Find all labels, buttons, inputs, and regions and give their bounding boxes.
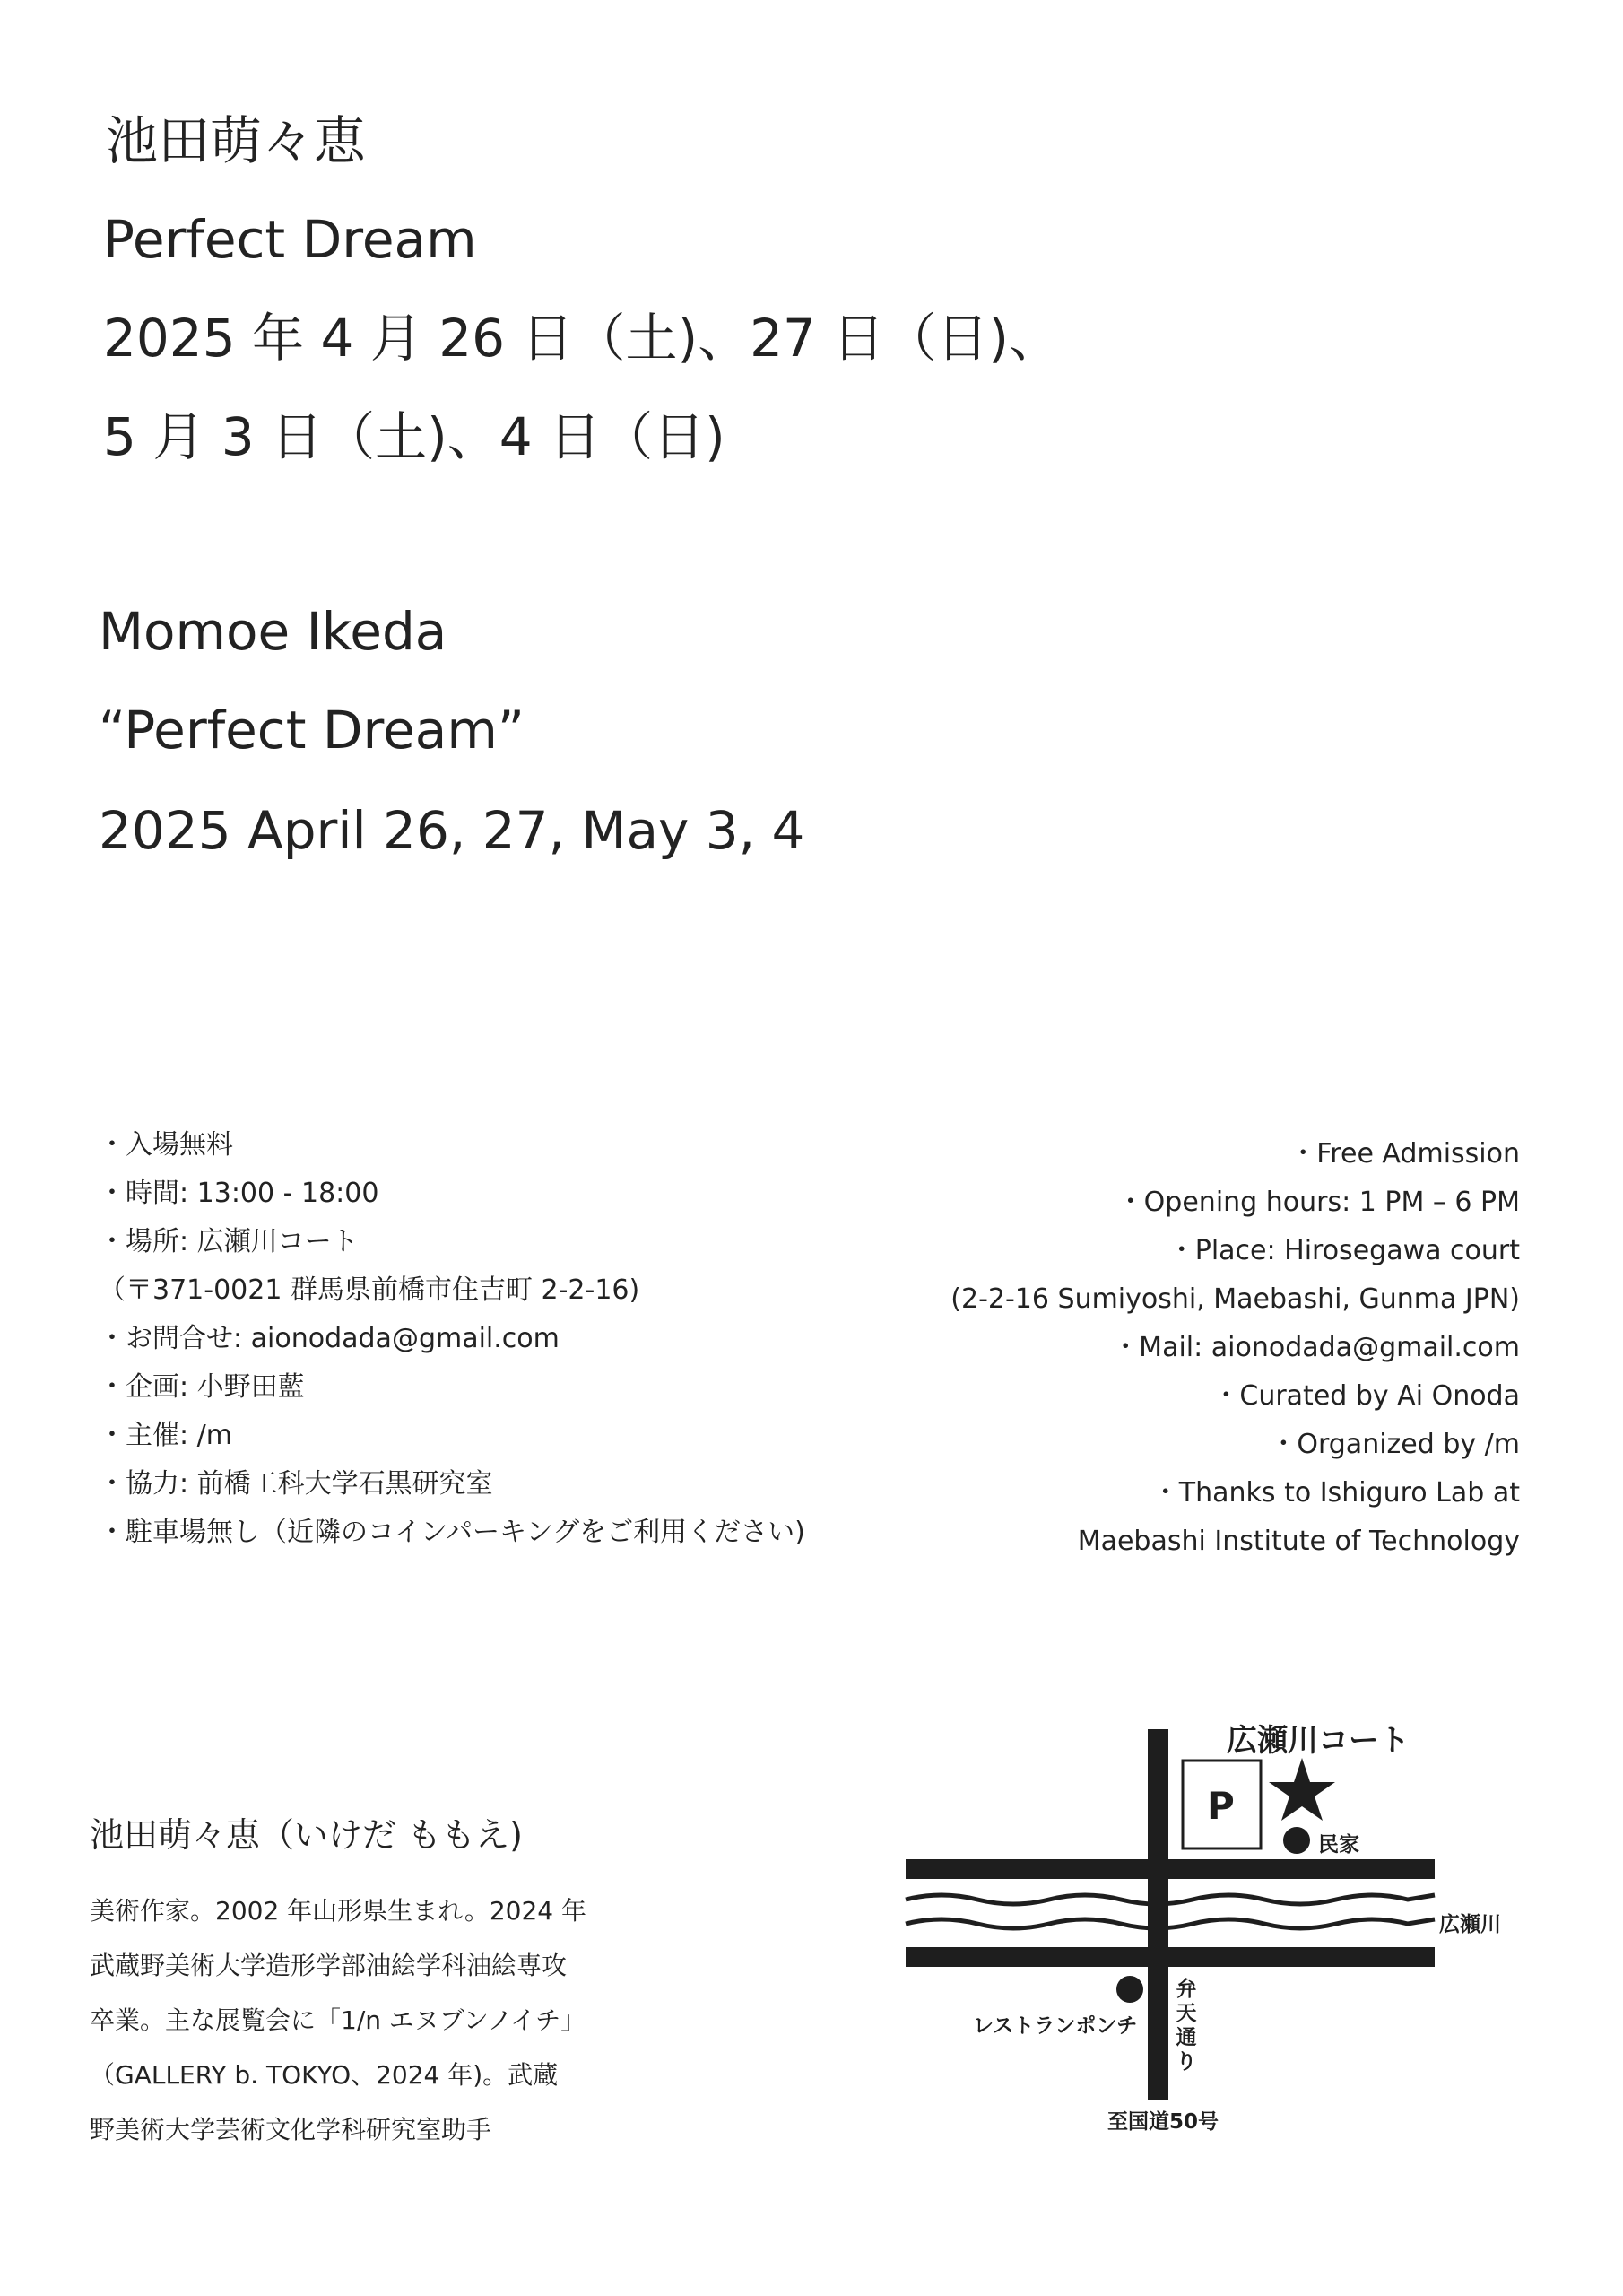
info-ja-place: ・場所: 広瀬川コート bbox=[99, 1226, 359, 1257]
bio-line: （GALLERY b. TOKYO、2024 年)。武蔵 bbox=[90, 2060, 559, 2090]
map-river-wave bbox=[906, 1919, 1435, 1928]
info-ja-curator: ・企画: 小野田藍 bbox=[99, 1371, 305, 1403]
bio-name: 池田萌々恵（いけだ ももえ) bbox=[90, 1815, 523, 1855]
info-ja-cooperation: ・協力: 前橋工科大学石黒研究室 bbox=[99, 1468, 493, 1500]
map-restaurant-label: レストランポンチ bbox=[973, 2014, 1138, 2038]
info-ja-admission: ・入場無料 bbox=[99, 1129, 233, 1161]
dates-ja-line1: 2025 年 4 月 26 日（土)、27 日（日)、 bbox=[103, 308, 1061, 369]
map-graphic bbox=[888, 1700, 1533, 2166]
info-en-curator: ・Curated by Ai Onoda bbox=[1212, 1380, 1520, 1412]
dates-ja-line2: 5 月 3 日（土)、4 日（日) bbox=[103, 406, 725, 467]
map-parking-label: P bbox=[1207, 1784, 1235, 1828]
bio-text bbox=[90, 1883, 664, 2157]
map-river-label: 広瀬川 bbox=[1439, 1913, 1501, 1936]
bio-line: 美術作家。2002 年山形県生まれ。2024 年 bbox=[90, 1896, 586, 1926]
map-house-label: 民家 bbox=[1318, 1833, 1359, 1857]
house-dot-icon bbox=[1283, 1827, 1310, 1854]
venue-star-icon bbox=[1269, 1758, 1335, 1821]
info-ja-hours: ・時間: 13:00 - 18:00 bbox=[99, 1178, 379, 1209]
info-en-organizer: ・Organized by /m bbox=[1270, 1429, 1520, 1460]
info-ja-address: （〒371-0021 群馬県前橋市住吉町 2-2-16) bbox=[99, 1274, 640, 1306]
map-river-wave bbox=[906, 1895, 1435, 1904]
map-river-bank-north bbox=[906, 1859, 1435, 1879]
info-ja-contact: ・お問合せ: aionodada@gmail.com bbox=[99, 1323, 560, 1354]
info-ja-organizer: ・主催: /m bbox=[99, 1420, 232, 1451]
info-list-en bbox=[950, 1130, 1520, 1566]
restaurant-dot-icon bbox=[1116, 1976, 1143, 2003]
bio-line: 武蔵野美術大学造形学部油絵学科油絵専攻 bbox=[90, 1951, 568, 1980]
artist-name-en: Momoe Ikeda bbox=[99, 601, 447, 662]
info-en-place: ・Place: Hirosegawa court bbox=[1167, 1235, 1520, 1266]
map-street-vertical bbox=[1148, 1729, 1168, 2100]
info-en-thanks-institute: Maebashi Institute of Technology bbox=[1077, 1526, 1520, 1557]
info-ja-parking: ・駐車場無し（近隣のコインパーキングをご利用ください) bbox=[99, 1517, 805, 1548]
exhibition-title: Perfect Dream bbox=[103, 209, 477, 270]
map-river-bank-south bbox=[906, 1947, 1435, 1967]
map-venue-label: 広瀬川コート bbox=[1227, 1723, 1410, 1759]
info-en-hours: ・Opening hours: 1 PM – 6 PM bbox=[1116, 1187, 1520, 1218]
dates-en: 2025 April 26, 27, May 3, 4 bbox=[99, 800, 805, 861]
exhibition-title-en: “Perfect Dream” bbox=[99, 700, 525, 761]
bio-line: 卒業。主な展覧会に「1/n エヌブンノイチ」 bbox=[90, 2005, 586, 2035]
map-street-label: 弁天通り bbox=[1176, 1978, 1197, 2074]
info-en-mail: ・Mail: aionodada@gmail.com bbox=[1112, 1332, 1520, 1363]
info-en-admission: ・Free Admission bbox=[1289, 1138, 1520, 1170]
info-en-address: (2-2-16 Sumiyoshi, Maebashi, Gunma JPN) bbox=[950, 1283, 1520, 1315]
access-map bbox=[888, 1700, 1533, 2166]
bio-line: 野美術大学芸術文化学科研究室助手 bbox=[90, 2115, 492, 2144]
info-en-thanks: ・Thanks to Ishiguro Lab at bbox=[1151, 1477, 1520, 1509]
info-list-ja bbox=[99, 1121, 805, 1557]
artist-name-ja: 池田萌々恵 bbox=[106, 110, 367, 171]
map-route-label: 至国道50号 bbox=[1107, 2110, 1219, 2134]
